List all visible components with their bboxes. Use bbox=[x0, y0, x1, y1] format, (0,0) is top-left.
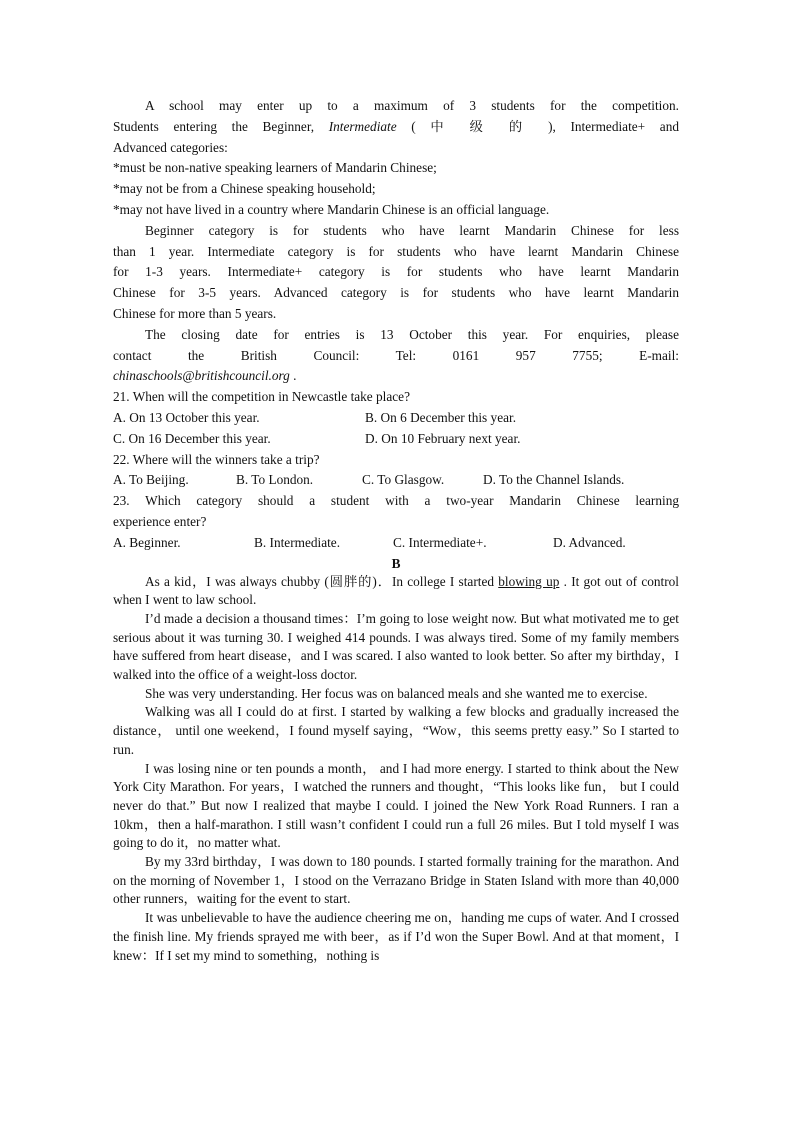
question-23-line2: experience enter? bbox=[113, 513, 207, 529]
passage-a-p3-line2: contact the British Council: Tel: 0161 957 7755; E-mail: bbox=[113, 347, 679, 363]
passage-a-p2-line3: for 1-3 years. Intermediate+ category is for students who have learnt Mandarin bbox=[113, 264, 679, 280]
line-text: . It got out of control when I went to law school. bbox=[113, 573, 679, 608]
passage-b-p7: It was unbelievable to have the audience cheering me on，handing me cups of water. And I crossed the finish line. My friends sprayed me with beer，as if I’d won the Super Bowl. And at that moment，I knew：If I set my mind to something，nothing is bbox=[113, 910, 679, 963]
passage-a-p2-line4: Chinese for 3-5 years. Advanced category is for students who have learnt Mandarin bbox=[113, 285, 679, 301]
option-a: A. To Beijing. bbox=[113, 472, 189, 488]
question-21-options-row1 bbox=[113, 408, 679, 429]
option-d: D. To the Channel Islands. bbox=[483, 472, 625, 488]
passage-a-p1-line1: A school may enter up to a maximum of 3 students for the competition. bbox=[145, 98, 679, 113]
section-heading-b: B bbox=[391, 555, 401, 571]
passage-b-body bbox=[113, 573, 679, 966]
document-page bbox=[113, 96, 679, 965]
passage-b-p2: I’d made a decision a thousand times：I’m going to lose weight now. But what motivated me to get serious about it was turning 30. I weighed 414 pounds. I was always tired. Some of my family members have suffered from heart disease，and I was scared. I also wanted to look better. So after my birthday，I walked into the office of a weight-loss doctor. bbox=[113, 610, 679, 683]
requirement-1: *must be non-native speaking learners of Mandarin Chinese; bbox=[113, 160, 437, 176]
passage-a-p3-line3 bbox=[113, 366, 679, 387]
question-23-line1: 23. Which category should a student with a two-year Mandarin Chinese learning bbox=[113, 493, 679, 509]
requirement-2: *may not be from a Chinese speaking household; bbox=[113, 181, 376, 197]
underlined-phrase: blowing up bbox=[498, 573, 560, 589]
option-c: C. Intermediate+. bbox=[393, 534, 487, 550]
option-b: B. To London. bbox=[236, 472, 314, 488]
option-b: B. On 6 December this year. bbox=[365, 409, 517, 425]
passage-b-p3: She was very understanding. Her focus was on balanced meals and she wanted me to exercise. bbox=[145, 685, 648, 701]
passage-b-p4: Walking was all I could do at first. I started by walking a few blocks and gradually increased the distance， until one weekend，I found myself saying，“Wow，this seems pretty easy.” So I started to run. bbox=[113, 704, 679, 757]
passage-a-p1-line3: Advanced categories: bbox=[113, 139, 228, 155]
option-a: A. Beginner. bbox=[113, 534, 181, 550]
line-text: As a kid，I was always chubby (圆胖的)．In college I started bbox=[145, 573, 494, 589]
question-23-options bbox=[113, 533, 679, 554]
passage-b-p1 bbox=[113, 573, 679, 610]
option-d: D. Advanced. bbox=[553, 534, 626, 550]
requirement-3: *may not have lived in a country where Mandarin Chinese is an official language. bbox=[113, 201, 550, 217]
option-c: C. To Glasgow. bbox=[362, 472, 445, 488]
line-text: . bbox=[293, 368, 297, 384]
question-21: 21. When will the competition in Newcastle take place? bbox=[113, 389, 410, 405]
question-22-options bbox=[113, 470, 679, 491]
passage-a-p3-line1: The closing date for entries is 13 October this year. For enquiries, please bbox=[145, 326, 679, 342]
italic-term: Intermediate bbox=[328, 118, 397, 134]
passage-b-p5: I was losing nine or ten pounds a month， and I had more energy. I started to think about the New York City Marathon. For years，I watched the runners and thought，“This looks like fun， but I could never do that.” But now I realized that maybe I could. I joined the New York Road Runners. I ran a 10km，then a half-marathon. I still wasn’t confident I could run a full 26 miles. But I told myself I was going to do it，no matter what. bbox=[113, 760, 679, 851]
passage-a-p2-line1: Beginner category is for students who have learnt Mandarin Chinese for less bbox=[145, 222, 679, 238]
email-address: chinaschools@britishcouncil.org bbox=[113, 368, 290, 384]
question-21-options-row2 bbox=[113, 429, 679, 450]
option-b: B. Intermediate. bbox=[254, 534, 341, 550]
option-d: D. On 10 February next year. bbox=[365, 430, 521, 446]
passage-a-p1-line2 bbox=[113, 117, 679, 138]
option-a: A. On 13 October this year. bbox=[113, 409, 260, 425]
option-c: C. On 16 December this year. bbox=[113, 430, 271, 446]
line-text: Students entering the Beginner, bbox=[113, 118, 315, 134]
passage-a-p2-line5: Chinese for more than 5 years. bbox=[113, 305, 277, 321]
line-text: ( 中 级 的 ), Intermediate+ and bbox=[411, 118, 679, 134]
question-22: 22. Where will the winners take a trip? bbox=[113, 451, 320, 467]
passage-b-p6: By my 33rd birthday，I was down to 180 pounds. I started formally training for the marathon. And on the morning of November 1，I stood on the Verrazano Bridge in Staten Island with more than 40,000 other runners，waiting for the event to start. bbox=[113, 854, 679, 907]
passage-a-p2-line2: than 1 year. Intermediate category is for students who have learnt Mandarin Chinese bbox=[113, 243, 679, 259]
